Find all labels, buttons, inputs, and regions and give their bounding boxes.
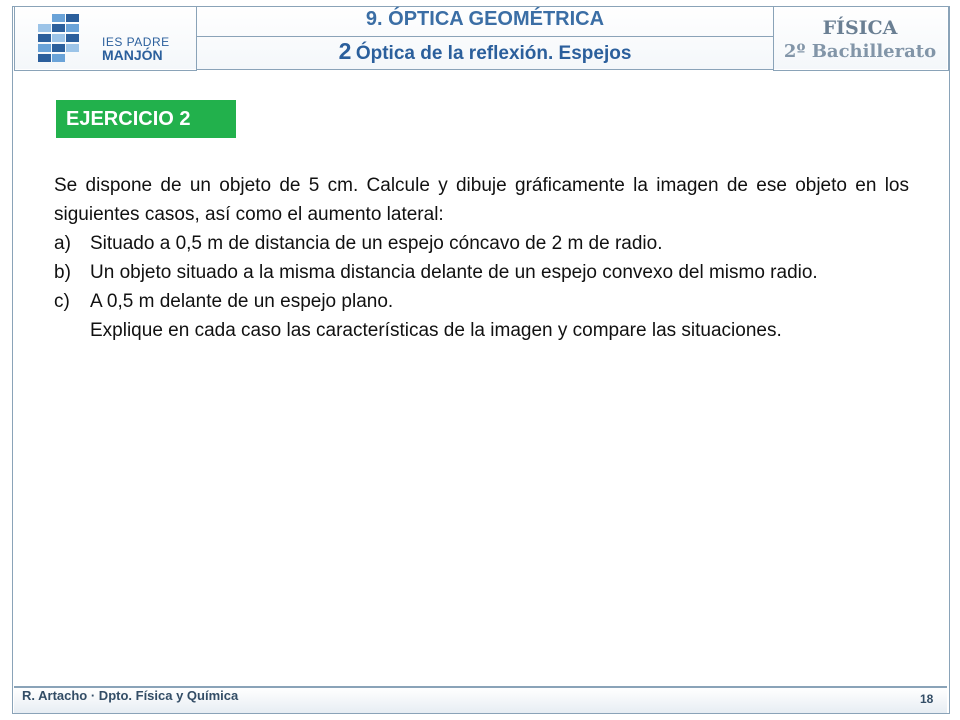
- list-item: [54, 258, 909, 287]
- unit-title: 9. ÓPTICA GEOMÉTRICA: [365, 8, 605, 30]
- section-number: 2: [338, 38, 352, 64]
- logo-line-2: MANJÓN: [102, 47, 163, 63]
- list-item-text: A 0,5 m delante de un espejo plano.: [90, 291, 394, 312]
- section-name: Óptica de la reflexión. Espejos: [355, 43, 632, 64]
- footer-author: R. Artacho · Dpto. Física y Química: [22, 688, 239, 703]
- list-item-text: Situado a 0,5 m de distancia de un espejo cóncavo de 2 m de radio.: [90, 233, 663, 254]
- subject-label: [774, 16, 946, 64]
- list-item: [54, 229, 909, 258]
- list-item-label: c): [54, 291, 70, 312]
- exercise-note: Explique en cada caso las características de la imagen y compare las situaciones.: [90, 320, 782, 341]
- list-item-label: b): [54, 262, 71, 283]
- school-logo-icon: [38, 14, 86, 62]
- school-logo-text: [102, 36, 170, 62]
- list-item: [54, 287, 909, 316]
- course-name: 2º Bachillerato: [783, 41, 937, 62]
- section-title: [196, 38, 774, 65]
- list-item-label: a): [54, 233, 71, 254]
- list-item-text: Un objeto situado a la misma distancia delante de un espejo convexo del mismo radio.: [90, 262, 818, 283]
- exercise-intro: Se dispone de un objeto de 5 cm. Calcule y dibuje gráficamente la imagen de ese objeto en los siguientes casos, así como el aumento lateral:: [54, 175, 909, 225]
- logo-line-1: IES PADRE: [102, 35, 170, 49]
- exercise-badge: EJERCICIO 2: [56, 100, 236, 138]
- page-number: 18: [920, 692, 934, 706]
- exercise-body: [54, 171, 909, 345]
- subject-name: FÍSICA: [822, 17, 898, 39]
